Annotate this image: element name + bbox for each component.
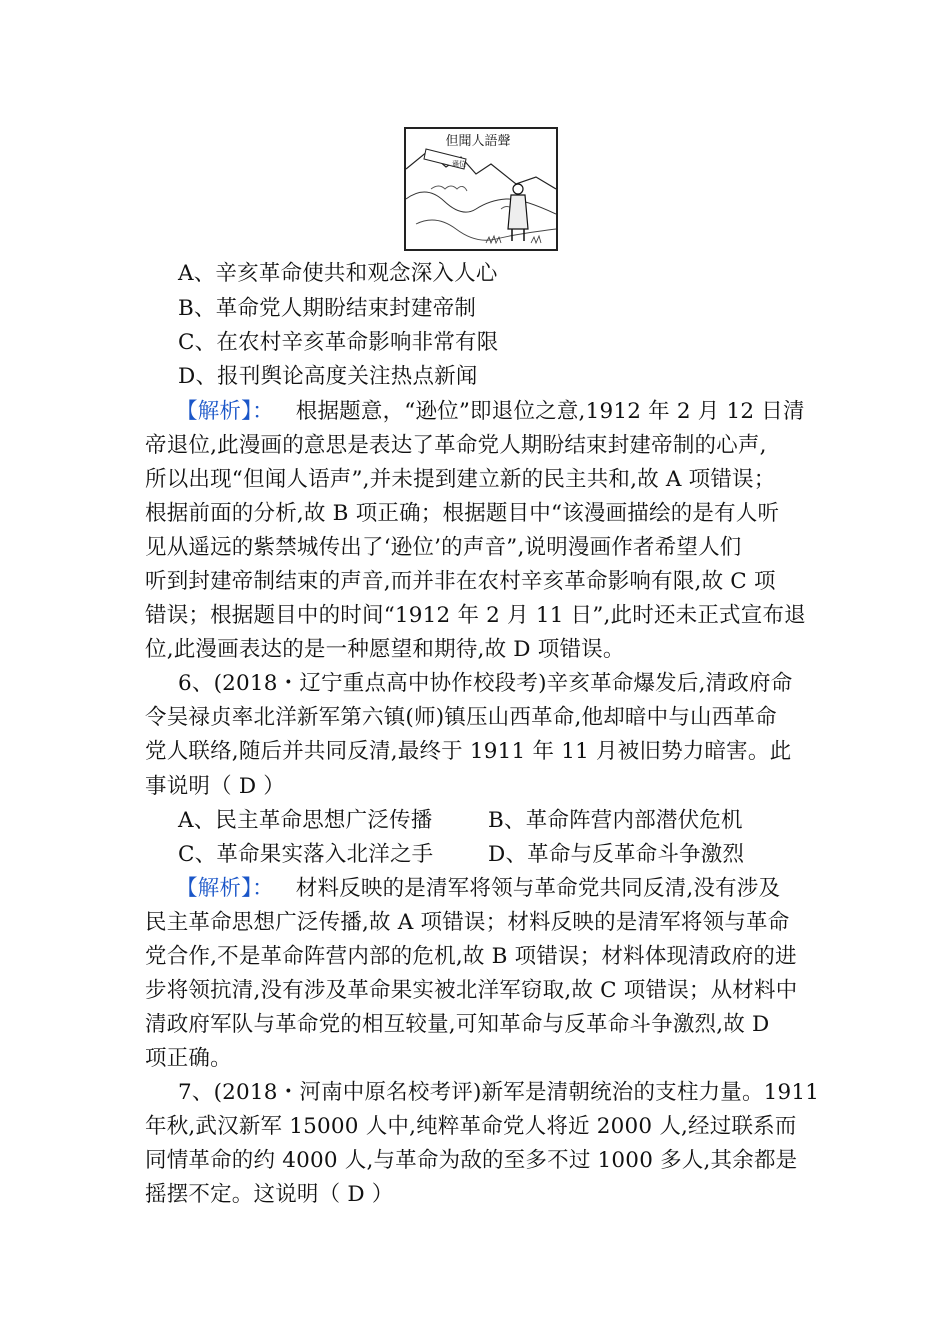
- q6-analysis-first-line: [176, 874, 780, 904]
- q7-stem-line: 7、(2018・河南中原名校考评)新军是清朝统治的支柱力量。1911: [178, 1080, 820, 1105]
- q6-option-a: A、民主革命思想广泛传播: [178, 808, 433, 833]
- q5-analysis-line: 听到封建帝制结束的声音,而并非在农村辛亥革命影响有限,故 C 项: [145, 569, 776, 594]
- q6-analysis-line: 步将领抗清,没有涉及革命果实被北洋军窃取,故 C 项错误；从材料中: [145, 978, 798, 1003]
- cartoon-illustration: [404, 127, 558, 251]
- banner-text: 遜位: [452, 160, 466, 168]
- q6-option-row-1: [178, 806, 432, 836]
- q5-analysis-line: 帝退位,此漫画的意思是表达了革命党人期盼结束封建帝制的心声,: [145, 433, 767, 458]
- q5-option-a: A、辛亥革命使共和观念深入人心: [178, 261, 498, 286]
- cartoon-drawing: [406, 129, 556, 249]
- q7-stem-line: 同情革命的约 4000 人,与革命为敌的至多不过 1000 多人,其余都是: [145, 1148, 798, 1173]
- q5-option-c: C、在农村辛亥革命影响非常有限: [178, 330, 499, 355]
- q6-analysis-tag: 【解析】: [176, 876, 253, 901]
- q5-option-b: B、革命党人期盼结束封建帝制: [178, 296, 477, 321]
- q6-option-b: B、革命阵营内部潜伏危机: [488, 808, 743, 833]
- cartoon-title: 但聞人語聲: [445, 134, 511, 149]
- q6-analysis-line: 项正确。: [145, 1046, 232, 1071]
- q5-analysis-line: 根据前面的分析,故 B 项正确；根据题目中“该漫画描绘的是有人听: [145, 501, 780, 526]
- q5-analysis-tag: 【解析】: [176, 399, 253, 424]
- figure-body: [508, 195, 528, 229]
- hill-line: [406, 192, 556, 214]
- q7-stem-line: 年秋,武汉新军 15000 人中,纯粹革命党人将近 2000 人,经过联系而: [145, 1114, 797, 1139]
- q6-option-d: D、革命与反革命斗争激烈: [488, 842, 745, 867]
- q5-option-d: D、报刊舆论高度关注热点新闻: [178, 364, 478, 389]
- hill-line-low: [416, 220, 556, 240]
- q5-analysis-colon: ：: [252, 399, 274, 424]
- q5-analysis-first-line: [176, 397, 805, 427]
- q6-analysis-line: 清政府军队与革命党的相互较量,可知革命与反革命斗争激烈,故 D: [145, 1012, 770, 1037]
- q6-stem-line: 党人联络,随后并共同反清,最终于 1911 年 11 月被旧势力暗害。此: [145, 739, 792, 764]
- q5-analysis-line: 位,此漫画表达的是一种愿望和期待,故 D 项错误。: [145, 637, 625, 662]
- q5-analysis-line: 错误；根据题目中的时间“1912 年 2 月 11 日”,此时还未正式宣布退: [145, 603, 806, 628]
- q5-analysis-line: 所以出现“但闻人语声”,并未提到建立新的民主共和,故 A 项错误；: [145, 467, 776, 492]
- q6-analysis-line: 材料反映的是清军将领与革命党共同反清,没有涉及: [295, 876, 781, 901]
- q6-option-c: C、革命果实落入北洋之手: [178, 842, 434, 867]
- cloud: [431, 186, 467, 191]
- q6-analysis-colon: ：: [252, 876, 274, 901]
- q6-stem-line: 令吴禄贞率北洋新军第六镇(师)镇压山西革命,他却暗中与山西革命: [145, 705, 777, 730]
- q6-analysis-line: 党合作,不是革命阵营内部的危机,故 B 项错误；材料体现清政府的进: [145, 944, 797, 969]
- q5-analysis-line: 根据题意，“逊位”即退位之意,1912 年 2 月 12 日清: [295, 399, 805, 424]
- q5-analysis-line: 见从遥远的紫禁城传出了‘逊位’的声音”,说明漫画作者希望人们: [145, 535, 742, 560]
- q6-stem-line: 6、(2018・辽宁重点高中协作校段考)辛亥革命爆发后,清政府命: [178, 671, 793, 696]
- q6-analysis-line: 民主革命思想广泛传播,故 A 项错误；材料反映的是清军将领与革命: [145, 910, 790, 935]
- q7-stem-line: 摇摆不定。这说明（ D ）: [145, 1182, 394, 1207]
- figure-head: [513, 184, 523, 194]
- q6-stem-line: 事说明（ D ）: [145, 774, 286, 799]
